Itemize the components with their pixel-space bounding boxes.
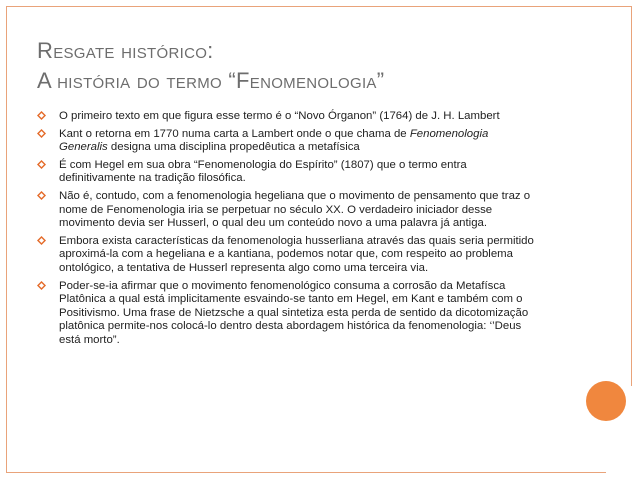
slide-frame-right: [631, 6, 632, 386]
bullet-text: Poder-se-ia afirmar que o movimento fenomenológico consuma a corrosão da Metafísca Platônica a qual está implicitamente esvaindo-se tanto em Hegel, em Kant e também com o Positivismo. Uma frase de Nietzsche a qual sintetiza esta perda de sentido da dicotomização platônica permite-nos colocá-lo dentro desta abordagem histórica da fenomenologia: ‘’Deus está morto”.: [59, 279, 529, 346]
bullet-item: [37, 110, 537, 124]
bullet-text-emphasis: Fenomenologia Generalis: [59, 127, 489, 154]
diamond-bullet-icon: [37, 191, 46, 200]
bullet-item: [37, 128, 537, 155]
bullet-item: [37, 235, 537, 276]
diamond-bullet-icon: [37, 129, 46, 138]
bullet-item: [37, 190, 537, 231]
slide-title: [37, 36, 617, 96]
bullet-item: [37, 159, 537, 186]
diamond-bullet-icon: [37, 160, 46, 169]
bullet-item: [37, 280, 537, 348]
diamond-bullet-icon: [37, 111, 46, 120]
bullet-text-post: designa uma disciplina propedêutica a metafísica: [107, 141, 360, 154]
slide-frame-left: [6, 330, 7, 473]
bullet-text: O primeiro texto em que figura esse termo é o “Novo Órganon” (1764) de J. H. Lambert: [59, 110, 500, 122]
bullet-text: É com Hegel em sua obra “Fenomenologia do Espírito” (1807) que o termo entra definitivamente na tradição filosófica.: [59, 158, 467, 185]
slide-title-line-2: A história do termo “Fenomenologia”: [37, 68, 385, 93]
bullet-text: Embora exista características da fenomenologia husserliana através das quais seria permitido aproximá-la com a hegeliana e a kantiana, podemos notar que, com respeito ao problema ontológico, a tentativa de Husserl representa algo como uma terceira via.: [59, 234, 534, 274]
slide-frame-bottom: [6, 472, 606, 473]
orange-circle-decoration: [586, 381, 626, 421]
diamond-bullet-icon: [37, 281, 46, 290]
bullet-list: [37, 110, 537, 352]
bullet-text-pre: Kant o retorna em 1770 numa carta a Lambert onde o que chama de: [59, 127, 410, 140]
bullet-text: Não é, contudo, com a fenomenologia hegeliana que o movimento de pensamento que traz o nome de Fenomenologia iria se perpetuar no século XX. O verdadeiro iniciador desse movimento devia ser Husserl, o qual deu um conteúdo novo a uma palavra já antiga.: [59, 189, 531, 230]
diamond-bullet-icon: [37, 236, 46, 245]
slide-title-line-1: Resgate histórico:: [37, 38, 214, 63]
